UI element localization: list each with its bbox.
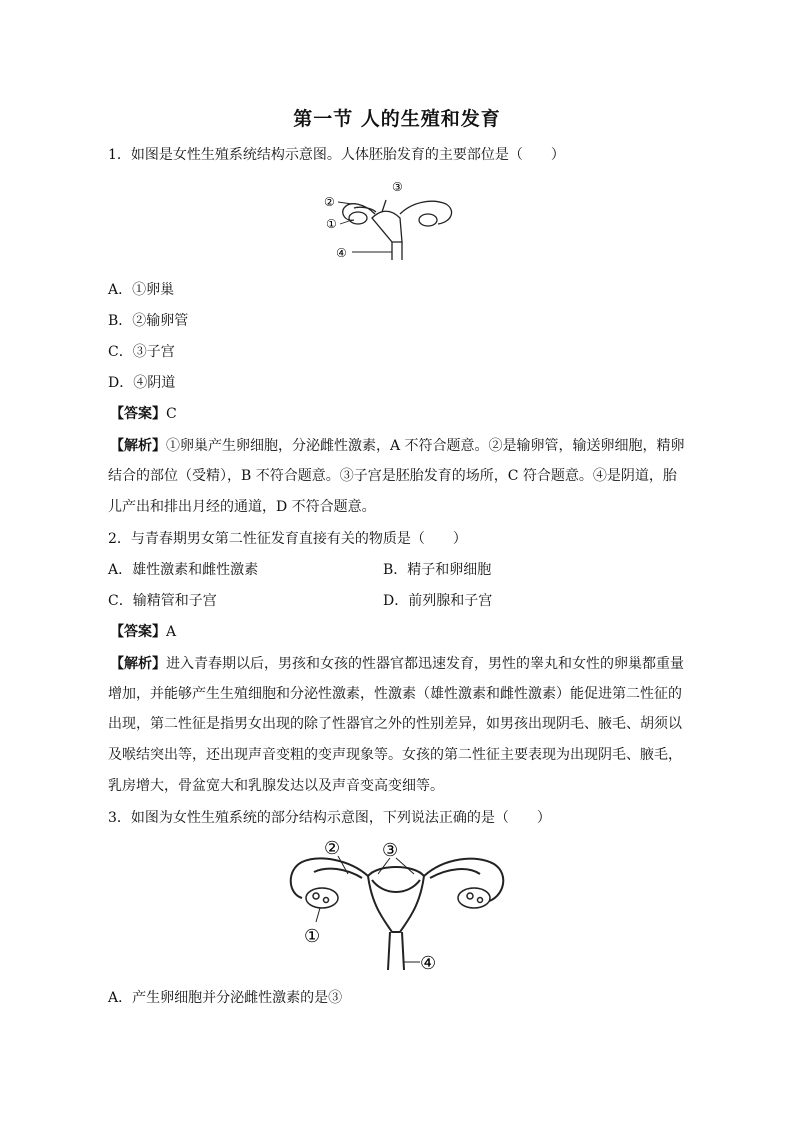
- page-title: 第一节 人的生殖和发育: [293, 108, 501, 130]
- q1-option-b: B．②输卵管: [108, 313, 189, 329]
- diagram-label-3: ③: [382, 840, 399, 861]
- diagram-label-4: ④: [336, 246, 347, 260]
- female-reproductive-diagram-large: [280, 836, 512, 976]
- q1-analysis-line-2: 结合的部位（受精），B 不符合题意。③子宫是胚胎发育的场所，C 符合题意。④是阴道，胎: [108, 468, 677, 484]
- female-reproductive-diagram-small: [320, 178, 460, 262]
- answer-value: A: [166, 624, 177, 640]
- q2-answer: [110, 622, 176, 642]
- analysis-text: 进入青春期以后，男孩和女孩的性器官都迅速发育，男性的睾丸和女性的卵巢都重量: [166, 656, 684, 672]
- q3-option-a: A．产生卵细胞并分泌雌性激素的是③: [108, 990, 343, 1006]
- answer-label: 【答案】: [110, 624, 166, 640]
- q1-answer: [110, 404, 177, 424]
- diagram-label-4: ④: [420, 953, 437, 974]
- diagram-label-1: ①: [326, 217, 337, 231]
- q2-analysis-line-4: 及喉结突出等，还出现声音变粗的变声现象等。女孩的第二性征主要表现为出现阴毛、腋毛，: [108, 747, 682, 763]
- q1-option-c: C．③子宫: [108, 344, 175, 360]
- q1-option-d: D．④阴道: [108, 375, 176, 391]
- q2-analysis-line-1: [110, 654, 684, 674]
- q2-option-c: C．输精管和子宫: [108, 593, 217, 609]
- answer-value: C: [166, 406, 177, 422]
- q1-analysis-line-1: [110, 436, 685, 456]
- question-3-stem: 3．如图为女性生殖系统的部分结构示意图，下列说法正确的是（ ）: [108, 810, 551, 826]
- q2-option-b: B．精子和卵细胞: [383, 562, 492, 578]
- diagram-label-1: ①: [304, 926, 321, 947]
- q1-option-a: A．①卵巢: [108, 282, 175, 298]
- diagram-label-3: ③: [392, 180, 403, 194]
- diagram-label-2: ②: [324, 838, 341, 859]
- question-1-stem: 1．如图是女性生殖系统结构示意图。人体胚胎发育的主要部位是（ ）: [108, 147, 565, 163]
- q2-option-d: D．前列腺和子宫: [383, 593, 493, 609]
- q2-option-a: A．雄性激素和雌性激素: [108, 562, 259, 578]
- q2-analysis-line-2: 增加，并能够产生生殖细胞和分泌性激素，性激素（雄性激素和雌性激素）能促进第二性征的: [108, 686, 682, 702]
- q2-analysis-line-3: 出现，第二性征是指男女出现的除了性器官之外的性别差异，如男孩出现阴毛、腋毛、胡须以: [108, 716, 682, 732]
- q2-analysis-line-5: 乳房增大，骨盆宽大和乳腺发达以及声音变高变细等。: [108, 778, 444, 794]
- q1-analysis-line-3: 儿产出和排出月经的通道，D 不符合题意。: [108, 499, 376, 515]
- answer-label: 【答案】: [110, 406, 166, 422]
- question-2-stem: 2．与青春期男女第二性征发育直接有关的物质是（ ）: [108, 531, 467, 547]
- diagram-label-2: ②: [324, 195, 335, 209]
- analysis-label: 【解析】: [110, 656, 166, 672]
- analysis-text: ①卵巢产生卵细胞，分泌雌性激素，A 不符合题意。②是输卵管，输送卵细胞，精卵: [166, 438, 685, 454]
- analysis-label: 【解析】: [110, 438, 166, 454]
